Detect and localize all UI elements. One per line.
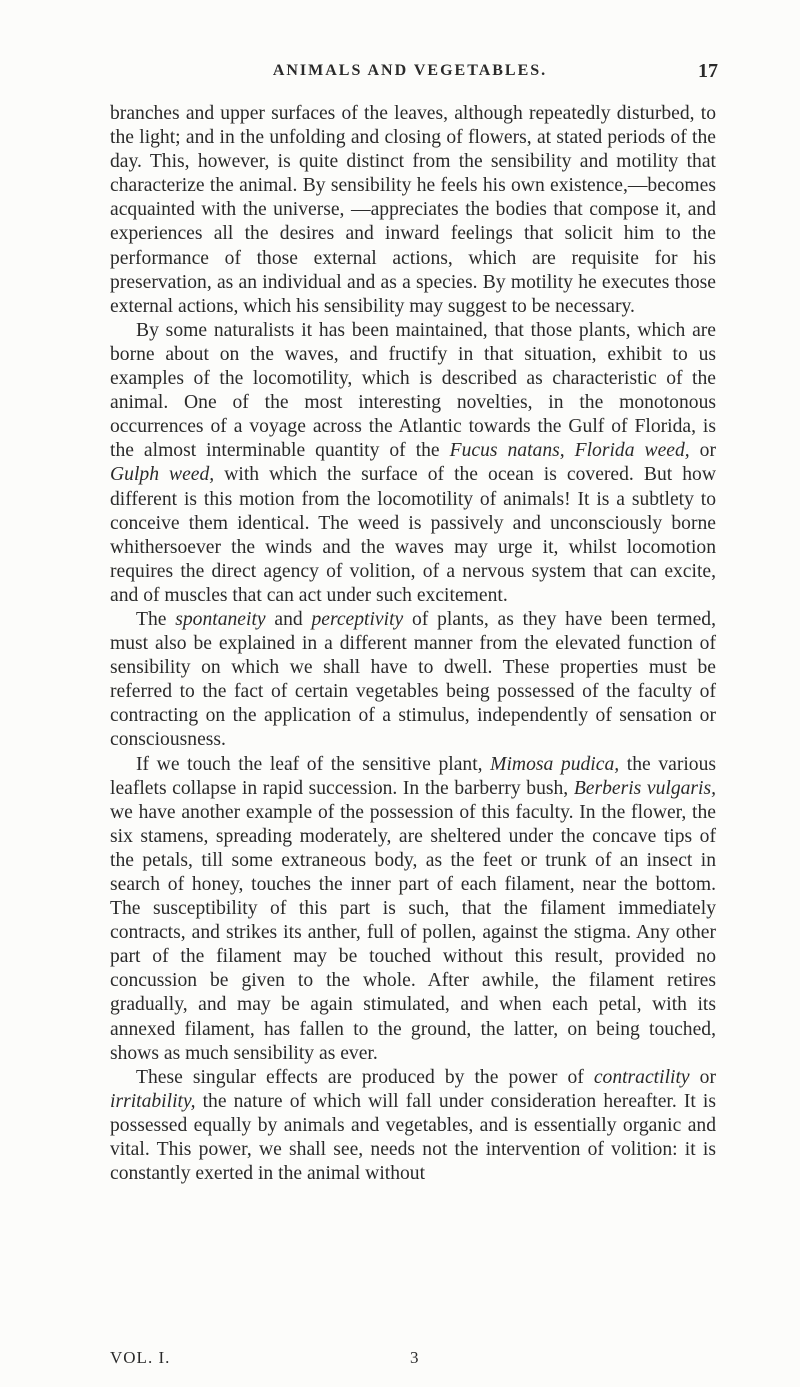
italic-term: Mimosa pudica, — [490, 753, 620, 775]
page-footer — [110, 1348, 710, 1372]
text-run: or — [689, 1066, 716, 1088]
text-run: By some naturalists it has been maintained, that those plants, which are borne about on the waves, and fructify in that situation, exhibit to us examples of the locomotility, which is described as characteristic of the animal. One of the most interesting novelties, in the monotonous occurrences of a voyage across the Atlantic towards the Gulf of Florida, is the almost interminable quantity of the — [110, 319, 716, 462]
text-run: branches and upper surfaces of the leaves, although repeatedly disturbed, to the light; and in the unfolding and closing of flowers, at stated periods of the day. This, however, is quite distinct from the sensibility and motility that characterize the animal. By sensibility he feels his own existence,—becomes acquainted with the universe, —appreciates the bodies that compose it, and experiences all the desires and inward feelings that solicit him to the performance of those external actions, which are requisite for his preservation, as an individual and as a species. By motility he executes those external actions, which his sensibility may suggest to be necessary. — [110, 103, 716, 317]
text-run: of plants, as they have been termed, must also be explained in a different manner from the elevated function of sensibility on which we shall have to dwell. These properties must be referred to the fact of certain vegetables being possessed of the faculty of contracting on the application of a stimulus, independently of sensation or consciousness. — [110, 608, 717, 751]
text-run: with which the surface of the ocean is covered. But how different is this motion from the locomotility of animals! It is a subtlety to conceive them identical. The weed is passively and unconsciously borne whithersoever the winds and the waves may urge it, whilst locomotion requires the direct agency of volition, of a nervous system that can excite, and of muscles that can act under such excitement. — [110, 464, 716, 606]
paragraph — [110, 1066, 716, 1186]
paragraph — [110, 102, 716, 319]
text-run: the various leaflets collapse in rapid succession. In the barberry bush, — [110, 753, 717, 799]
page-number: 17 — [698, 60, 718, 82]
text-run: If we touch the leaf of the sensitive plant, — [136, 753, 491, 775]
text-run: or — [689, 440, 716, 462]
body-text — [110, 102, 716, 1186]
signature-mark: 3 — [410, 1348, 419, 1367]
italic-term: irritability, — [110, 1090, 196, 1112]
text-run: the nature of which will fall under consideration hereafter. It is possessed equally by animals and vegetables, and is essentially organic and vital. This power, we shall see, needs not the intervention of volition: it is constantly exerted in the animal without — [110, 1090, 716, 1185]
text-run: The — [136, 608, 176, 630]
paragraph — [110, 319, 716, 608]
italic-term: contractility — [593, 1066, 690, 1088]
paragraph — [110, 753, 716, 1066]
running-title: ANIMALS AND VEGETABLES. — [272, 62, 548, 79]
italic-term: spontaneity — [175, 608, 266, 630]
italic-term: Fucus natans, Florida weed, — [449, 440, 690, 462]
italic-term: Gulph weed, — [110, 464, 215, 486]
text-run: These singular effects are produced by the power of — [136, 1066, 594, 1088]
italic-term: Berberis vulgaris, — [573, 777, 717, 799]
volume-label: VOL. I. — [110, 1348, 171, 1367]
paragraph — [110, 608, 716, 753]
text-run: we have another example of the possession of this faculty. In the flower, the six stamens, spreading moderately, are sheltered under the concave tips of the petals, till some extraneous body, as the feet or trunk of an insect in search of honey, touches the inner part of each filament, near the bottom. The susceptibility of this part is such, that the filament immediately contracts, and strikes its anther, full of pollen, against the stigma. Any other part of the filament may be touched without this result, provided no concussion be given to the whole. After awhile, the filament retires gradually, and may be again stimulated, and when each petal, with its annexed filament, has fallen to the ground, the latter, on being touched, shows as much sensibility as ever. — [110, 801, 716, 1064]
italic-term: perceptivity — [311, 608, 404, 630]
text-run: and — [265, 608, 312, 630]
running-head — [110, 60, 718, 88]
